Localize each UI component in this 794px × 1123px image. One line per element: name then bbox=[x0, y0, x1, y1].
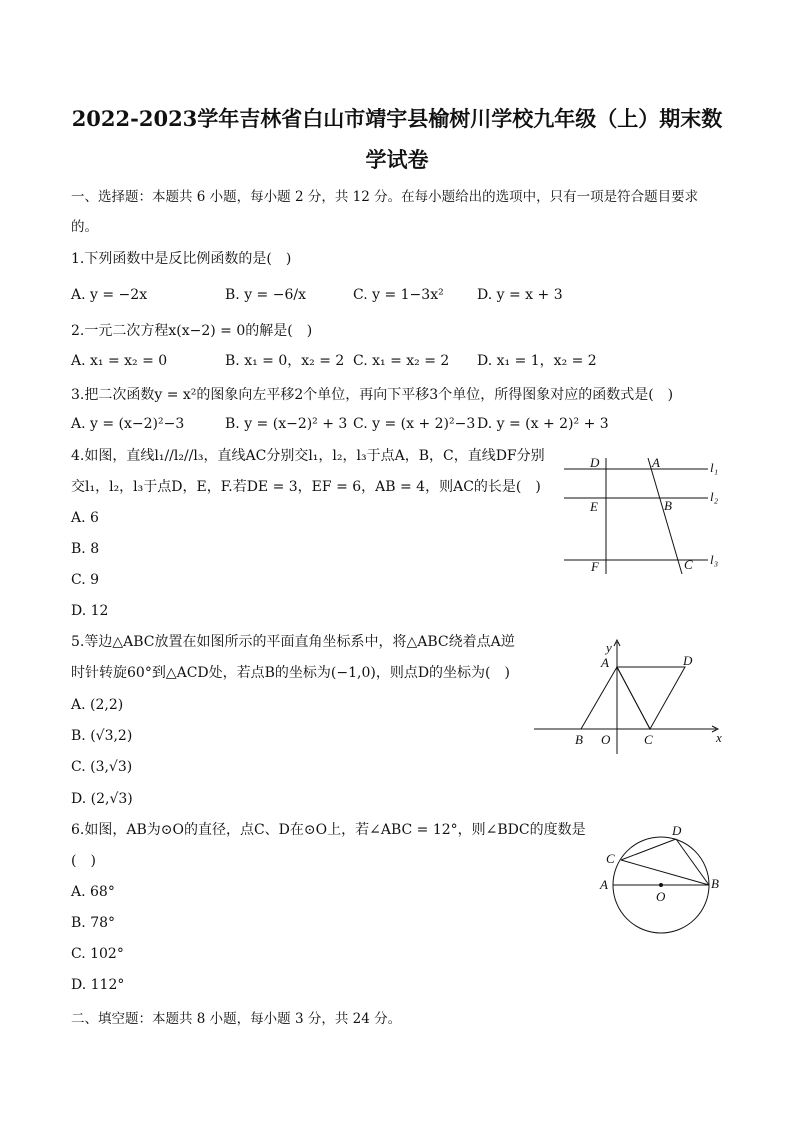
section-1-heading: 一、选择题：本题共 6 小题，每小题 2 分，共 12 分。在每小题给出的选项中，只有一项是符合题目要求 bbox=[71, 189, 699, 205]
label-a: A bbox=[600, 877, 608, 892]
q5-coordinate-figure bbox=[530, 634, 730, 758]
question-6-stem-line-1: 6.如图，AB为⊙O的直径，点C、D在⊙O上，若∠ABC = 12°，则∠BDC的度数是 bbox=[71, 822, 586, 838]
q1-option-a: A. y = −2x bbox=[71, 287, 148, 303]
q2-option-a: A. x₁ = x₂ = 0 bbox=[71, 353, 168, 369]
label-d: D bbox=[683, 653, 693, 668]
label-f: F bbox=[591, 559, 599, 574]
q3-option-a: A. y = (x−2)²−3 bbox=[71, 416, 185, 432]
label-l3: l₃ bbox=[710, 552, 719, 567]
q1-option-c: C. y = 1−3x² bbox=[353, 287, 444, 303]
q2-option-c: C. x₁ = x₂ = 2 bbox=[353, 353, 450, 369]
label-c: C bbox=[606, 851, 615, 866]
q3-option-b: B. y = (x−2)² + 3 bbox=[225, 416, 348, 432]
label-l1: l₁ bbox=[710, 460, 719, 475]
label-e: E bbox=[590, 499, 598, 514]
question-5-stem-line-2: 时针转旋60°到△ACD处，若点B的坐标为(−1,0)，则点D的坐标为( ) bbox=[71, 665, 510, 681]
question-6-stem-line-2: ( ) bbox=[71, 853, 96, 869]
q2-option-b: B. x₁ = 0，x₂ = 2 bbox=[225, 353, 345, 369]
q1-option-d: D. y = x + 3 bbox=[477, 287, 563, 303]
center-point bbox=[659, 883, 663, 887]
q1-option-b: B. y = −6/x bbox=[225, 287, 306, 303]
q2-option-d: D. x₁ = 1，x₂ = 2 bbox=[477, 353, 597, 369]
label-b: B bbox=[575, 732, 583, 747]
q6-circle-figure bbox=[592, 820, 728, 944]
label-c: C bbox=[684, 557, 693, 572]
q4-parallel-lines-figure bbox=[556, 448, 726, 580]
label-d: D bbox=[590, 455, 600, 470]
q6-option-b: B. 78° bbox=[71, 915, 116, 931]
label-b: B bbox=[664, 498, 672, 513]
label-o: O bbox=[601, 732, 611, 747]
q5-option-c: C. (3,√3) bbox=[71, 759, 133, 775]
question-3-stem: 3.把二次函数y = x²的图象向左平移2个单位，再向下平移3个单位，所得图象对应的函数式是( ) bbox=[71, 387, 674, 403]
q5-option-b: B. (√3,2) bbox=[71, 728, 133, 744]
question-1-stem: 1.下列函数中是反比例函数的是( ) bbox=[71, 251, 292, 267]
label-o: O bbox=[656, 889, 666, 904]
label-a: A bbox=[601, 655, 609, 670]
triangle-abc bbox=[581, 667, 650, 729]
label-d: D bbox=[672, 823, 682, 838]
chord-db bbox=[676, 839, 709, 885]
q4-option-b: B. 8 bbox=[71, 541, 100, 557]
chord-cb bbox=[621, 860, 709, 885]
q5-option-a: A. (2,2) bbox=[71, 697, 124, 713]
triangle-acd bbox=[617, 667, 685, 729]
q5-option-d: D. (2,√3) bbox=[71, 791, 133, 807]
q3-option-c: C. y = (x + 2)²−3 bbox=[353, 416, 476, 432]
line-ac bbox=[648, 458, 682, 574]
q3-option-d: D. y = (x + 2)² + 3 bbox=[477, 416, 609, 432]
question-5-stem-line-1: 5.等边△ABC放置在如图所示的平面直角坐标系中，将△ABC绕着点A逆 bbox=[71, 634, 515, 650]
q4-option-a: A. 6 bbox=[71, 510, 99, 526]
exam-title-line-2: 学试卷 bbox=[365, 147, 429, 172]
section-2-heading: 二、填空题：本题共 8 小题，每小题 3 分，共 24 分。 bbox=[71, 1011, 402, 1027]
q6-option-a: A. 68° bbox=[71, 884, 115, 900]
label-x: x bbox=[716, 730, 722, 745]
label-c: C bbox=[644, 732, 653, 747]
section-1-heading-cont: 的。 bbox=[71, 219, 98, 235]
q6-option-d: D. 112° bbox=[71, 977, 125, 993]
label-b: B bbox=[711, 876, 719, 891]
label-y: y bbox=[606, 640, 612, 655]
question-4-stem-line-1: 4.如图，直线l₁//l₂//l₃，直线AC分别交l₁，l₂，l₃于点A，B，C，直线DF分别 bbox=[71, 448, 545, 464]
exam-title-line-1: 2022-2023学年吉林省白山市靖宇县榆树川学校九年级（上）期末数 bbox=[71, 106, 723, 131]
q4-option-d: D. 12 bbox=[71, 603, 109, 619]
q6-option-c: C. 102° bbox=[71, 946, 124, 962]
question-2-stem: 2.一元二次方程x(x−2) = 0的解是( ) bbox=[71, 323, 313, 339]
question-4-stem-line-2: 交l₁，l₂，l₃于点D，E，F.若DE = 3，EF = 6，AB = 4，则AC的长是( ) bbox=[71, 479, 541, 495]
label-l2: l₂ bbox=[710, 489, 719, 504]
label-a: A bbox=[652, 455, 660, 470]
q4-option-c: C. 9 bbox=[71, 572, 100, 588]
